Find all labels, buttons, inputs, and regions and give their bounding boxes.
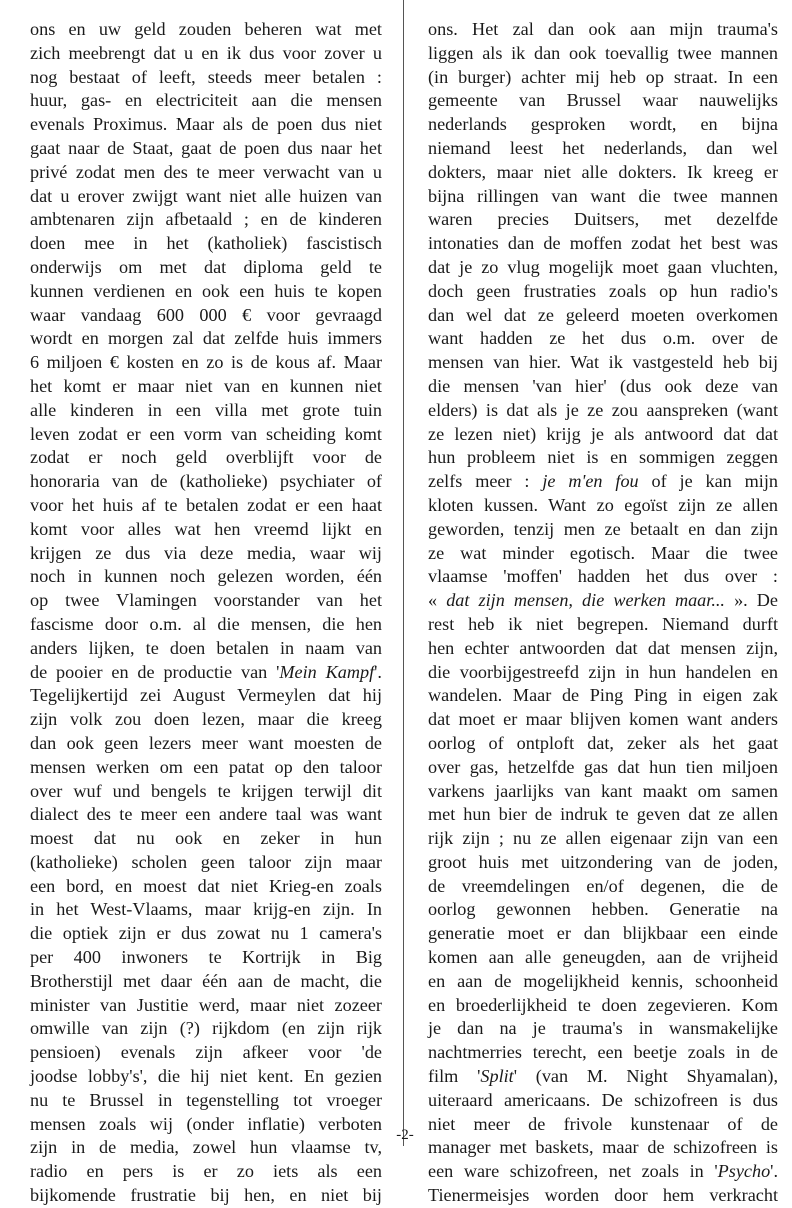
text-line	[30, 137, 382, 161]
right-column	[428, 18, 778, 1208]
text-line	[30, 542, 382, 566]
text-line	[428, 684, 778, 708]
italic-title: Psycho	[717, 1161, 771, 1182]
text-line	[30, 113, 382, 137]
text-line-content: varkens jaarlijks van kant maakt om samen	[428, 780, 778, 801]
text-line	[30, 399, 382, 423]
text-line	[428, 470, 778, 494]
text-line-content: met hun bier de indruk te geven dat ze allen	[428, 804, 778, 825]
text-line-content: rijk zijn ; nu ze allen eigenaar zijn van een	[428, 828, 778, 849]
text-line	[30, 898, 382, 922]
text-line-content: mensen van hier. Wat ik vastgesteld heb bij	[428, 352, 778, 373]
text-line-content: evenals Proximus. Maar als de poen dus niet	[30, 114, 382, 135]
text-line	[30, 518, 382, 542]
text-line-content: (in burger) achter mij heb op straat. In een	[428, 66, 778, 87]
text-line	[30, 375, 382, 399]
text-line	[428, 66, 778, 90]
text-line-content: ze wat minder egotisch. Maar die twee	[428, 542, 778, 563]
text-line	[428, 827, 778, 851]
text-line-content: radio en pers is er zo iets als een	[30, 1161, 382, 1182]
text-line	[30, 280, 382, 304]
text-line	[30, 803, 382, 827]
italic-title: Split	[480, 1066, 514, 1087]
text-line-content: dan ook geen lezers meer want moesten de	[30, 732, 382, 753]
text-line	[30, 1089, 382, 1113]
text-line-content: minister van Justitie werd, maar niet zozeer	[30, 994, 382, 1015]
text-line	[428, 922, 778, 946]
text-line-content: een ware schizofreen, net zoals in '	[428, 1161, 718, 1182]
text-line-content: noch in kunnen noch gelezen worden, één	[30, 566, 382, 587]
text-line-content: dat moet er maar blijven komen want anders	[428, 709, 778, 730]
text-line-content: ambtenaren zijn afbetaald ; en de kinderen	[30, 209, 382, 230]
text-line-content: dat je zo vlug mogelijk moet gaan vluchten,	[428, 256, 778, 277]
text-line-content: film '	[428, 1066, 481, 1087]
text-line	[428, 970, 778, 994]
text-line	[428, 1017, 778, 1041]
text-line	[30, 494, 382, 518]
text-line	[428, 280, 778, 304]
text-line-content: zich meebrengt dat u en ik dus voor zover u	[30, 42, 382, 63]
text-line	[428, 732, 778, 756]
text-line-content: de vreemdelingen en/of degenen, die de	[428, 875, 778, 896]
text-line-content: die voorbijgestreefd zijn in hun handelen en	[428, 661, 778, 682]
text-line	[30, 1017, 382, 1041]
text-line	[428, 375, 778, 399]
text-line	[428, 1136, 778, 1160]
text-line-content: dokters, maar niet alle dokters. Ik kreeg er	[428, 161, 778, 182]
text-line-content: nog bestaat of leeft, steeds meer betalen :	[30, 66, 382, 87]
text-line	[428, 708, 778, 732]
text-line	[30, 1041, 382, 1065]
text-line-content: privé zodat men des te meer verwacht van u	[30, 161, 382, 182]
text-line-content: Brotherstijl met daar één aan de macht, die	[30, 970, 382, 991]
text-line	[30, 208, 382, 232]
text-line	[30, 18, 382, 42]
text-line	[428, 661, 778, 685]
text-line-content: vlaamse 'moffen' hadden het dus over :	[428, 566, 778, 587]
text-line-content: onderwijs om met dat diploma geld te	[30, 256, 382, 277]
text-line-content: fascisme door o.m. al die mensen, die hen	[30, 613, 382, 634]
text-line-content: mensen zoals wij (onder inflatie) verboten	[30, 1113, 382, 1134]
text-line	[428, 1160, 778, 1184]
text-line-content: krijgen ze dus via deze media, waar wij	[30, 542, 382, 563]
text-line-content: anders lijken, te doen betalen in naam van	[30, 637, 382, 658]
text-line	[30, 185, 382, 209]
column-divider	[403, 0, 404, 1146]
text-line	[30, 756, 382, 780]
text-line-content: gaat naar de Staat, gaat de poen dus naar het	[30, 137, 382, 158]
text-line-content: kunnen verdienen en ook een huis te kopen	[30, 280, 382, 301]
text-line	[428, 446, 778, 470]
text-line-content: nachtmerries terecht, een beetje zoals in de	[428, 1042, 778, 1063]
text-line-content: bijna rillingen van want die twee mannen	[428, 185, 778, 206]
text-line-content: doen mee in het (katholiek) fascistisch	[30, 233, 382, 254]
text-line	[30, 589, 382, 613]
text-line	[30, 661, 382, 685]
text-line	[30, 851, 382, 875]
text-line-content: omwille van zijn (?) rijkdom (en zijn rijk	[30, 1018, 382, 1039]
text-line	[30, 66, 382, 90]
text-line-content: wandelen. Maar de Ping Ping in eigen zak	[428, 685, 778, 706]
italic-title: je m'en fou	[542, 471, 639, 492]
text-line	[30, 875, 382, 899]
text-line	[428, 946, 778, 970]
text-line	[428, 875, 778, 899]
text-line-content: huur, gas- en electriciteit aan die mensen	[30, 90, 382, 111]
text-line	[30, 327, 382, 351]
text-line	[30, 922, 382, 946]
text-line-content: nu te Brussel in tegenstelling tot vroeger	[30, 1089, 382, 1110]
text-line	[30, 684, 382, 708]
text-line-content: niemand leest het nederlands, dan wel	[428, 137, 778, 158]
text-line-tail: ». De	[724, 590, 778, 611]
text-line	[30, 708, 382, 732]
text-line	[30, 1065, 382, 1089]
text-line	[428, 161, 778, 185]
italic-title: Mein Kampf	[279, 661, 375, 682]
text-line	[428, 756, 778, 780]
text-line-content: wordt en morgen zal dat zelfde huis immers	[30, 328, 382, 349]
text-line	[428, 1041, 778, 1065]
text-line-content: per 400 inwoners te Kortrijk in Big	[30, 947, 382, 968]
text-line	[30, 89, 382, 113]
text-line	[30, 637, 382, 661]
text-line	[428, 1113, 778, 1137]
text-line	[30, 994, 382, 1018]
text-line-content: ons en uw geld zouden beheren wat met	[30, 19, 382, 39]
text-line	[30, 1136, 382, 1160]
text-line	[428, 1089, 778, 1113]
text-line-content: oorlog of ontploft dat, zeker als het gaat	[428, 732, 778, 753]
text-line	[428, 565, 778, 589]
text-line-content: niet meer de frivole kunstenaar of de	[428, 1113, 778, 1134]
text-line-content: 6 miljoen € kosten en zo is de kous af. Maar	[30, 352, 382, 373]
text-line-content: joodse lobby's', die hij niet kent. En gezien	[30, 1066, 382, 1087]
text-line-content: komt voor alles wat hen vreemd lijkt en	[30, 518, 382, 539]
text-line	[30, 827, 382, 851]
text-line	[428, 1184, 778, 1208]
text-line	[30, 470, 382, 494]
text-line-content: een bord, en moest dat niet Krieg-en zoals	[30, 875, 382, 896]
text-line	[30, 1184, 382, 1208]
text-line	[30, 446, 382, 470]
text-line-content: (katholieke) scholen geen taloor zijn maar	[30, 851, 382, 872]
text-line	[428, 185, 778, 209]
text-line-content: gemeente van Brussel waar nauwelijks	[428, 90, 778, 111]
text-line	[30, 732, 382, 756]
text-line-content: waar vandaag 600 000 € voor gevraagd	[30, 304, 382, 325]
text-line	[428, 780, 778, 804]
text-line-content: die optiek zijn er dus zowat nu 1 camera's	[30, 923, 382, 944]
text-line-content: uiteraard americaans. De schizofreen is dus	[428, 1089, 778, 1110]
text-line-content: honoraria van de (katholieke) psychiater of	[30, 471, 382, 492]
text-line	[30, 42, 382, 66]
text-line	[428, 589, 778, 613]
text-line-tail: of je kan mijn	[638, 471, 778, 492]
text-line	[30, 780, 382, 804]
text-line-content: bijkomende frustratie bij hen, en niet bij	[30, 1185, 382, 1206]
text-line	[30, 232, 382, 256]
text-line-content: alle kinderen in een villa met grote tuin	[30, 399, 382, 420]
text-line-content: «	[428, 590, 447, 611]
text-line-tail: '.	[770, 1161, 778, 1182]
text-line-tail: '.	[374, 661, 382, 682]
text-line-content: en aan de mogelijkheid kennis, schoonheid	[428, 970, 778, 991]
text-line	[428, 399, 778, 423]
text-line	[428, 208, 778, 232]
text-line-content: nederlands gesproken wordt, en bijna	[428, 114, 778, 135]
text-line	[428, 18, 778, 42]
text-line-content: je dan na je trauma's in wansmakelijke	[428, 1018, 778, 1039]
text-line	[428, 327, 778, 351]
text-line-content: die mensen 'van hier' (dus ook deze van	[428, 375, 778, 396]
text-line-content: mensen werken om een patat op den taloor	[30, 756, 382, 777]
text-line-content: elders) is dat als je ze zou aanspreken (want	[428, 399, 778, 420]
text-line	[428, 803, 778, 827]
text-line-content: Tienermeisjes worden door hem verkracht	[428, 1185, 778, 1206]
text-line-content: rest heb ik niet begrepen. Niemand durft	[428, 613, 778, 634]
text-line-content: dat u erover zwijgt want niet alle huizen van	[30, 185, 382, 206]
italic-title: dat zijn mensen, die werken maar...	[446, 590, 725, 611]
text-line	[428, 1065, 778, 1089]
text-line	[428, 494, 778, 518]
text-line-content: zelfs meer :	[428, 471, 543, 492]
text-line-content: groot huis met uitzondering van de joden,	[428, 851, 778, 872]
left-column	[30, 18, 382, 1208]
text-line-content: zodat er noch geld overblijft voor de	[30, 447, 382, 468]
text-line	[428, 637, 778, 661]
text-line	[30, 565, 382, 589]
text-line-content: komen aan alle geneugden, aan de vrijheid	[428, 947, 778, 968]
text-line-content: leven zodat er een vorm van scheiding komt	[30, 423, 382, 444]
text-line-content: dialect des te meer een andere taal was want	[30, 804, 382, 825]
text-line-content: het komt er maar niet van en kunnen niet	[30, 375, 382, 396]
text-line	[428, 304, 778, 328]
text-line-content: moest dat nu ook en zeker in hun	[30, 828, 382, 849]
text-line	[30, 970, 382, 994]
text-line-content: hun probleem niet is en sommigen zeggen	[428, 447, 778, 468]
text-line	[428, 994, 778, 1018]
text-line-content: want hadden ze het dus o.m. over de	[428, 328, 778, 349]
text-line	[30, 256, 382, 280]
text-line-content: ze lezen niet) krijg je als antwoord dat dat	[428, 423, 778, 444]
text-line	[428, 851, 778, 875]
text-line-content: Tegelijkertijd zei August Vermeylen dat hij	[30, 685, 382, 706]
text-line	[30, 161, 382, 185]
text-line	[428, 518, 778, 542]
text-line	[428, 256, 778, 280]
text-line-content: in het West-Vlaams, maar krijg-en zijn. In	[30, 899, 382, 920]
text-line	[428, 613, 778, 637]
text-line	[30, 946, 382, 970]
text-line	[428, 89, 778, 113]
text-line	[428, 137, 778, 161]
text-line	[30, 423, 382, 447]
text-line-content: geworden, tenzij men ze betaalt en dan zijn	[428, 518, 778, 539]
text-line-content: liggen als ik dan ook toevallig twee mannen	[428, 42, 778, 63]
text-line-content: voor het huis af te betalen zodat er een haat	[30, 494, 382, 515]
text-line-content: generatie moet er dan blijkbaar een einde	[428, 923, 778, 944]
text-line-content: ons. Het zal dan ook aan mijn trauma's	[428, 19, 778, 39]
text-line-content: dan wel dat ze geleerd moeten overkomen	[428, 304, 778, 325]
text-line-content: manager met baskets, maar de schizofreen is	[428, 1137, 778, 1158]
text-line-content: over wuf und bengels te krijgen terwijl dit	[30, 780, 382, 801]
text-line	[30, 1160, 382, 1184]
text-line	[30, 351, 382, 375]
text-line-content: intonaties dan de moffen zodat het best was	[428, 233, 778, 254]
text-line	[428, 351, 778, 375]
text-line-content: pensioen) evenals zijn afkeer voor 'de	[30, 1042, 382, 1063]
text-line-content: over gas, hetzelfde gas dat hun tien miljoen	[428, 756, 778, 777]
text-line	[428, 898, 778, 922]
text-line-content: waren precies Duitsers, met dezelfde	[428, 209, 778, 230]
text-line-content: kloten kussen. Want zo egoïst zijn ze allen	[428, 494, 778, 515]
text-line	[428, 113, 778, 137]
text-line	[428, 42, 778, 66]
text-line-content: de pooier en de productie van '	[30, 661, 280, 682]
text-line-content: zijn in de media, zowel hun vlaamse tv,	[30, 1137, 382, 1158]
text-line	[30, 304, 382, 328]
text-line-content: doch geen frustraties zoals op hun radio's	[428, 280, 778, 301]
text-line	[428, 423, 778, 447]
text-line-tail: ' (van M. Night Shyamalan),	[513, 1066, 778, 1087]
text-line-content: oorlog gewonnen hebben. Generatie na	[428, 899, 778, 920]
text-line	[30, 613, 382, 637]
text-line	[428, 542, 778, 566]
text-line	[30, 1113, 382, 1137]
text-line-content: zijn volk zou doen lezen, maar die kreeg	[30, 709, 382, 730]
text-line-content: op twee Vlamingen voorstander van het	[30, 590, 382, 611]
page-number: -2-	[396, 1127, 414, 1143]
text-line-content: en broederlijkheid te doen zegevieren. Kom	[428, 994, 778, 1015]
text-line	[428, 232, 778, 256]
text-line-content: hen echter antwoorden dat dat mensen zijn,	[428, 637, 778, 658]
